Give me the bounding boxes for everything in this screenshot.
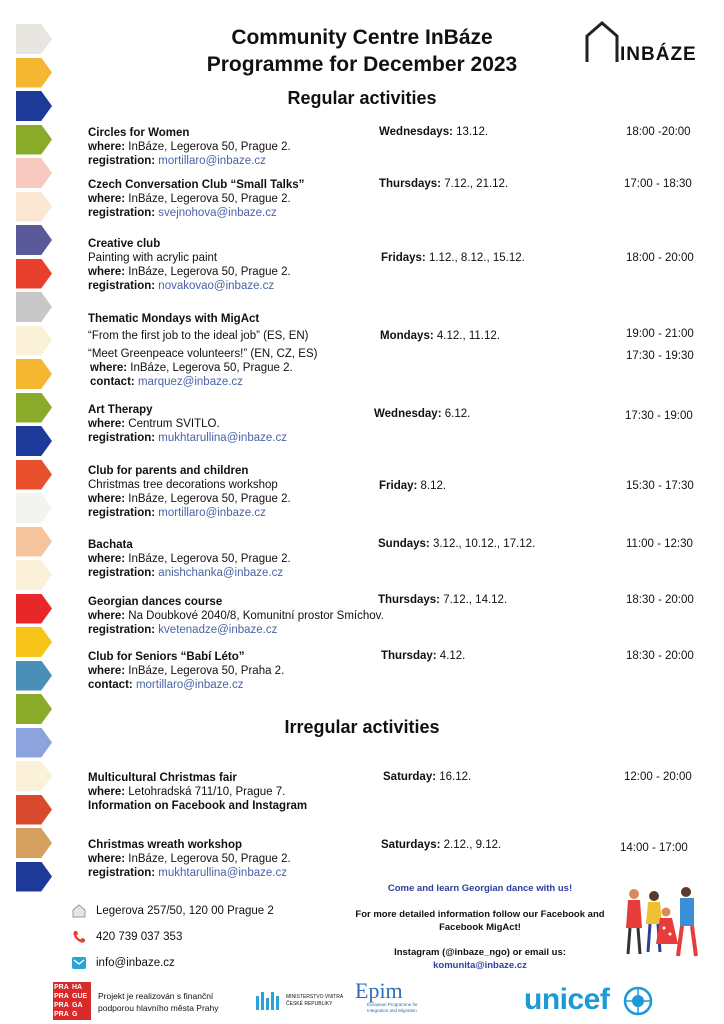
decorative-arrow	[16, 493, 52, 523]
activity-description: “Meet Greenpeace volunteers!” (EN, CZ, ES)	[88, 348, 318, 360]
activity-time: 11:00 - 12:30	[626, 538, 693, 550]
activity-day: Thursday: 4.12.	[381, 650, 466, 662]
activity-time: 15:30 - 17:30	[626, 480, 694, 492]
activity-name: Multicultural Christmas fair	[88, 772, 237, 784]
decorative-arrow	[16, 359, 52, 389]
activity-time: 18:00 - 20:00	[626, 252, 694, 264]
unicef-globe-icon	[622, 985, 654, 1017]
footer-phone: 420 739 037 353	[72, 930, 182, 944]
decorative-arrow	[16, 158, 52, 188]
activity-creative-club	[88, 237, 291, 293]
where-label: where:	[88, 141, 126, 153]
activity-name: Circles for Women	[88, 127, 190, 139]
footer-email: info@inbaze.cz	[72, 956, 175, 970]
activity-time: 18:30 - 20:00	[626, 594, 694, 606]
logo-text: INBÁZE	[620, 44, 697, 65]
activity-name: Georgian dances course	[88, 596, 223, 608]
registration-label: registration:	[88, 507, 156, 519]
decorative-arrow	[16, 527, 52, 557]
registration-label: registration:	[88, 624, 156, 636]
activity-time: 17:30 - 19:00	[625, 410, 693, 422]
activity-club-parents-children	[88, 464, 291, 520]
decorative-arrow	[16, 761, 52, 791]
promo-georgian-dance: Come and learn Georgian dance with us!	[387, 883, 573, 894]
registration-label: registration:	[88, 207, 156, 219]
activity-time: 19:00 - 21:00	[626, 328, 694, 340]
activity-small-talks	[88, 178, 304, 220]
where-label: where:	[88, 553, 126, 565]
decorative-arrow	[16, 259, 52, 289]
where-value: InBáze, Legerova 50, Prague 2.	[128, 266, 291, 278]
decorative-arrow	[16, 627, 52, 657]
info-note: Information on Facebook and Instagram	[88, 800, 308, 812]
contact-email[interactable]: marquez@inbaze.cz	[137, 376, 243, 388]
activity-time: 18:30 - 20:00	[626, 650, 694, 662]
where-label: where:	[88, 610, 126, 622]
contact-label: contact:	[88, 679, 133, 691]
activity-time: 17:30 - 19:30	[626, 350, 694, 362]
registration-label: registration:	[88, 867, 156, 879]
decorative-arrow	[16, 426, 52, 456]
promo-email[interactable]: komunita@inbaze.cz	[433, 960, 527, 971]
house-icon	[72, 904, 86, 918]
activity-day: Sundays: 3.12., 10.12., 17.12.	[378, 538, 536, 550]
activity-day: Saturdays: 2.12., 9.12.	[381, 839, 502, 851]
ministry-logo: MINISTERSTVO VNITRA ČESKÉ REPUBLIKY	[256, 986, 352, 1016]
registration-label: registration:	[88, 155, 156, 167]
decorative-arrow	[16, 795, 52, 825]
activity-day: Saturday: 16.12.	[383, 771, 472, 783]
activity-name: Creative club	[88, 238, 161, 250]
where-label: where:	[88, 786, 126, 798]
where-label: where:	[88, 266, 126, 278]
activity-circles-for-women	[88, 126, 291, 168]
activity-description: Painting with acrylic paint	[88, 252, 218, 264]
registration-email[interactable]: novakovao@inbaze.cz	[158, 280, 275, 292]
where-value: InBáze, Legerova 50, Praha 2.	[128, 665, 285, 677]
activity-wreath-workshop	[88, 838, 291, 880]
section-irregular: Irregular activities	[284, 717, 440, 737]
activity-day: Wednesday: 6.12.	[374, 408, 471, 420]
activity-name: Club for parents and children	[88, 465, 249, 477]
where-value: Na Doubkové 2040/8, Komunitní prostor Smíchov.	[128, 610, 384, 622]
where-value: Letohradská 711/10, Prague 7.	[128, 786, 286, 798]
ministry-icon	[256, 990, 282, 1012]
activity-name: Bachata	[88, 539, 133, 551]
activity-name: Club for Seniors “Babí Léto”	[88, 651, 245, 663]
where-value: Centrum SVITLO.	[128, 418, 220, 430]
where-label: where:	[90, 362, 128, 374]
decorative-arrow	[16, 828, 52, 858]
decorative-arrow	[16, 192, 52, 222]
decorative-arrow	[16, 326, 52, 356]
unicef-logo: unicef	[524, 983, 609, 1017]
activity-name: Czech Conversation Club “Small Talks”	[88, 179, 305, 191]
project-support-text: Projekt je realizován s finanční podporou hlavního města Prahy	[98, 991, 219, 1013]
registration-email[interactable]: kvetenadze@inbaze.cz	[158, 624, 278, 636]
activity-time: 18:00 -20:00	[626, 126, 691, 138]
activity-day: Fridays: 1.12., 8.12., 15.12.	[381, 252, 525, 264]
where-label: where:	[88, 193, 126, 205]
where-value: InBáze, Legerova 50, Prague 2.	[130, 362, 293, 374]
page-title-line1: Community Centre InBáze	[231, 26, 493, 49]
activity-thematic-mondays	[88, 312, 317, 389]
contact-email[interactable]: mortillaro@inbaze.cz	[135, 679, 244, 691]
decorative-arrow	[16, 862, 52, 892]
phone-icon	[72, 930, 86, 944]
activity-day: Thursdays: 7.12., 21.12.	[379, 178, 509, 190]
contact-label: contact:	[90, 376, 135, 388]
activity-club-seniors	[88, 650, 284, 692]
activity-day: Thursdays: 7.12., 14.12.	[378, 594, 508, 606]
registration-email[interactable]: mortillaro@inbaze.cz	[158, 507, 266, 519]
where-label: where:	[88, 418, 126, 430]
house-icon	[584, 20, 624, 64]
dancers-illustration	[620, 884, 702, 962]
inbaze-logo	[584, 20, 704, 70]
activity-art-therapy	[88, 403, 287, 445]
decorative-arrow	[16, 460, 52, 490]
where-value: InBáze, Legerova 50, Prague 2.	[128, 553, 291, 565]
where-value: InBáze, Legerova 50, Prague 2.	[128, 493, 291, 505]
page-title-line2: Programme for December 2023	[206, 53, 518, 76]
registration-label: registration:	[88, 432, 156, 444]
activity-day: Wednesdays: 13.12.	[379, 126, 489, 138]
where-value: InBáze, Legerova 50, Prague 2.	[128, 193, 291, 205]
registration-label: registration:	[88, 567, 156, 579]
activity-day: Friday: 8.12.	[379, 480, 447, 492]
registration-email[interactable]: svejnohova@inbaze.cz	[158, 207, 277, 219]
where-value: InBáze, Legerova 50, Prague 2.	[128, 141, 291, 153]
decorative-arrow	[16, 292, 52, 322]
decorative-arrow	[16, 594, 52, 624]
activity-description: “From the first job to the ideal job” (ES, EN)	[88, 330, 309, 342]
decorative-arrow	[16, 225, 52, 255]
registration-email[interactable]: mukhtarullina@inbaze.cz	[158, 432, 287, 444]
epim-logo: Epim European Programme for Integration and Migration	[355, 978, 418, 1013]
registration-email[interactable]: mortillaro@inbaze.cz	[158, 155, 266, 167]
decorative-arrow	[16, 125, 52, 155]
mail-icon	[72, 956, 86, 970]
activity-name: Thematic Mondays with MigAct	[88, 313, 260, 325]
activity-time: 17:00 - 18:30	[624, 178, 692, 190]
activity-description: Christmas tree decorations workshop	[88, 479, 278, 491]
where-label: where:	[88, 665, 126, 677]
footer-address: Legerova 257/50, 120 00 Prague 2	[72, 904, 274, 918]
activity-name: Christmas wreath workshop	[88, 839, 243, 851]
activity-day: Mondays: 4.12., 11.12.	[380, 330, 500, 342]
activity-christmas-fair	[88, 771, 307, 813]
promo-instagram: Instagram (@inbaze_ngo) or email us:	[394, 947, 566, 958]
where-value: InBáze, Legerova 50, Prague 2.	[128, 853, 291, 865]
activity-georgian-dances	[88, 595, 384, 637]
activity-time: 14:00 - 17:00	[620, 842, 688, 854]
decorative-arrow	[16, 661, 52, 691]
decorative-arrow	[16, 560, 52, 590]
where-label: where:	[88, 493, 126, 505]
promo-follow-facebook: For more detailed information follow our Facebook and Facebook MigAct!	[355, 909, 605, 933]
registration-email[interactable]: mukhtarullina@inbaze.cz	[158, 867, 287, 879]
activity-name: Art Therapy	[88, 404, 153, 416]
prague-logo: PRA HA PRA GUE PRA GA PRA G	[53, 982, 91, 1020]
registration-label: registration:	[88, 280, 156, 292]
registration-email[interactable]: anishchanka@inbaze.cz	[158, 567, 284, 579]
activity-bachata	[88, 538, 291, 580]
decorative-arrow	[16, 393, 52, 423]
where-label: where:	[88, 853, 126, 865]
section-regular: Regular activities	[287, 88, 437, 108]
activity-time: 12:00 - 20:00	[624, 771, 692, 783]
